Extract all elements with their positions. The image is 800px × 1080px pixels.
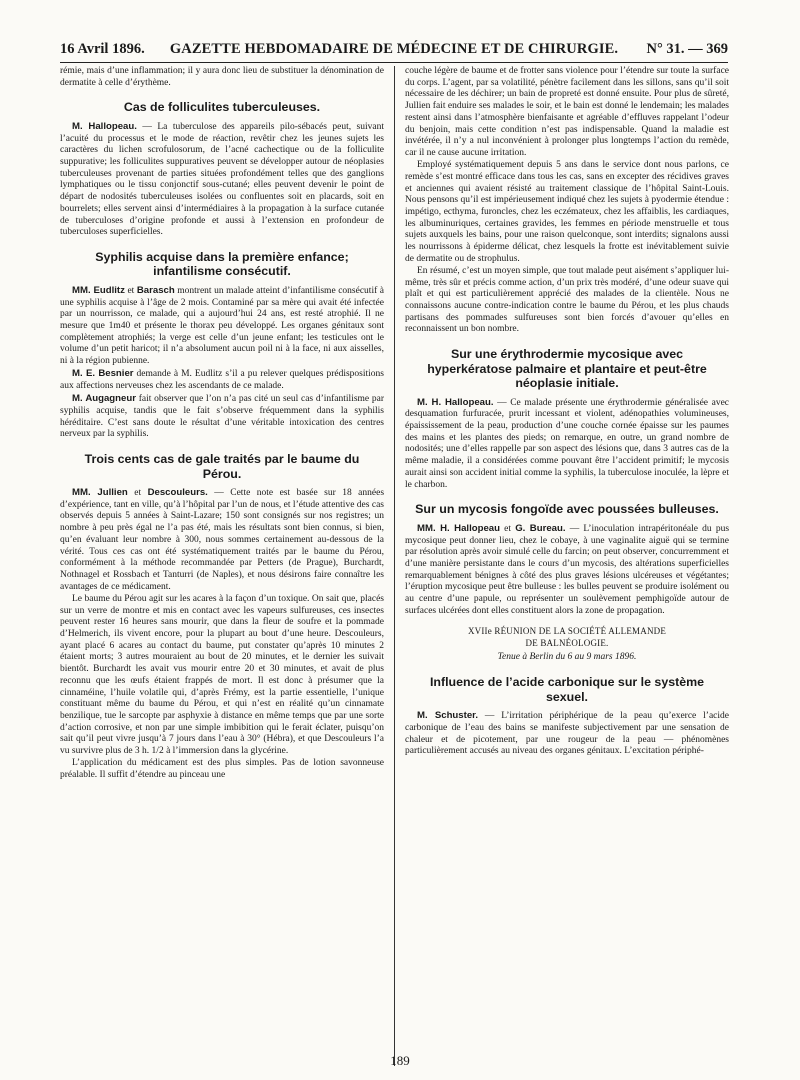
speaker-name: M. E. Besnier bbox=[72, 368, 134, 380]
paragraph bbox=[60, 121, 384, 239]
paragraph-text: fait observer que l’on n’a pas cité un seul cas d’infantilisme par syphilis acquise, tandis que le fait s’observe fréquemment dans la syphilis héréditaire. C’est sans doute le résultat d’une véritable intoxication des centres nerveux par la syphilis. bbox=[60, 394, 384, 440]
meeting-heading bbox=[405, 625, 729, 649]
speaker-name: G. Bureau. bbox=[515, 522, 566, 534]
column-divider bbox=[394, 66, 395, 1066]
speaker-name: M. Augagneur bbox=[72, 393, 136, 405]
header-journal-title: GAZETTE HEBDOMADAIRE DE MÉDECINE ET DE CHIRURGIE. bbox=[169, 41, 619, 57]
conjunction: et bbox=[124, 285, 137, 296]
speaker-name: M. Schuster. bbox=[417, 710, 479, 722]
speaker-name: Barasch bbox=[136, 284, 175, 296]
paragraph-text: — Ce malade présente une érythrodermie généralisée avec desquamation furfuracée, prurit incessant et violent, adénopathies volumineuses, épaississement de la peau, production d’une couche cornée épaisse sur les paumes des mains et les plantes des pieds; on remarque, en outre, un grand nombre de nodosités; une d’elles rappelle par son aspect des lésions que, dans 3 autres cas de la même maladie, il a considérées comme pouvant être l’accident primitif; le mycosis aurait ainsi son accident initial comme la syphilis, la tuberculose inoculée, la lèpre et le charbon. bbox=[405, 397, 729, 490]
right-column bbox=[405, 66, 729, 1076]
paragraph-text: — La tuberculose des appareils pilo-sébacés peut, suivant l’acuité du processus et le mode de réaction, revêtir chez les jeunes sujets les caractères du lichen scrofulosorum, de l’acné cachectique ou de la folliculite suppurative; les folliculites suppuratives peuvent se développer autour de néoplasies tuberculeuses provenant de parties situées profondément telles que des ganglions lymphatiques ou le tissu conjonctif sous-cutané; elles peuvent devenir le point de départ de nodosités tuberculeuses isolées ou confluentes soit en placards, soit en bourrelets; elles servent ainsi d’intermédiaires à la propagation à la surface cutanée de tuberculoses d’origine profonde et aussi à l’extension en profondeur de tuberculoses superficielles. bbox=[60, 121, 384, 238]
speaker-name: Descouleurs. bbox=[147, 487, 208, 499]
paragraph-text: demande à M. Eudlitz s’il a pu relever quelques prédispositions aux affections nerveuses chez les ascendants de ce malade. bbox=[60, 369, 384, 392]
left-column bbox=[60, 66, 384, 1076]
paragraph-text: montrent un malade atteint d’infantilisme consécutif à une syphilis acquise à l’âge de 2 mois. Contaminé par sa mère qui avait été infectée par un nourrisson, ce malade, qui a aujourd’hui 24 ans, est resté atrophié. Il ne mesure que 1m40 et présente le thorax peu développé. Les organes génitaux sont complètement atrophiés; la verge est celle d’un jeune enfant; les testicules ont le volume d’un petit haricot; il n’a absolument aucun poil ni à la face, ni aux aisselles, ni à la région pubienne. bbox=[60, 285, 384, 367]
section-title-gale: Trois cents cas de gale traités par le baume du Pérou. bbox=[84, 452, 360, 481]
paragraph-text: — Cette note est basée sur 18 années d’expérience, tant en ville, qu’à l’hôpital par l’un de nous, et l’étude attentive des cas observés depuis 5 années à Saint-Lazare; 150 sont consignés sur nos registres; un nombre à peu près égal ne l’a pas été, mais les résultats sont bien connus, si bien, qu’en évaluant leur nombre à 300, nous sommes certainement au-dessous de la vérité. Tous ces cas ont été systématiquement traités par le baume du Pérou, conformément à la méthode recommandée par Petters (de Prague), Burchardt, Nothnagel et Rossbach et Tanturri (de Naples), et nous désirons faire connaître les avantages de ce médicament. bbox=[60, 488, 384, 592]
paragraph: En résumé, c’est un moyen simple, que tout malade peut aisément s’appliquer lui-même, très sûr et précis comme action, d’un prix très modéré, d’une odeur suave qui plaît et qui est particulièrement apprécié des malades de la clientèle. Nous ne connaissons aucune contre-indication contre le baume du Pérou, et les plus chauds partisans des pommades sulfureuses sont bien forcés d’avouer qu’elles en reconnaissent un bon nombre. bbox=[405, 265, 729, 335]
section-title-syphilis: Syphilis acquise dans la première enfance; infantilisme consécutif. bbox=[95, 249, 349, 279]
paragraph bbox=[60, 487, 384, 593]
meeting-subtitle: Tenue à Berlin du 6 au 9 mars 1896. bbox=[497, 652, 637, 663]
paragraph: L’application du médicament est des plus simples. Pas de lotion savonneuse préalable. Il suffit d’étendre au pinceau une bbox=[60, 758, 384, 780]
speaker-name: MM. Eudlitz bbox=[72, 284, 125, 296]
conjunction: et bbox=[127, 488, 148, 499]
paragraph-text: — L’irritation périphérique de la peau qu’exerce l’acide carbonique de l’eau des bains se manifeste subjectivement par une sensation de chaleur et de picotement, par une rougeur de la peau — phénomènes particulièrement accusés au niveau des organes génitaux. L’excitation périphé- bbox=[405, 711, 729, 757]
paragraph bbox=[60, 285, 384, 368]
paragraph-text: — L’inoculation intrapéritonéale du pus mycosique peut donner lieu, chez le cobaye, à une vaginalite aiguë qui se termine par résolution après avoir simulé celle du farcin; on peut observer, concurremment et d’une manière persistante dans le cours d’un mycosis, des altérations superficielles remarquablement bénignes à côté des plus graves lésions ulcéreuses et végétantes; l’éruption mycosique peut être bulleuse : les bulles peuvent se produire isolément ou au centre d’une papule, ou représenter un soulèvement pemphigoïde autour de surfaces ulcérées dont elles constituent alors la zone de propagation. bbox=[405, 523, 729, 616]
running-header bbox=[60, 39, 728, 59]
paragraph bbox=[60, 393, 384, 441]
paragraph bbox=[405, 523, 729, 618]
paragraph bbox=[405, 710, 729, 758]
header-issue-page: N° 31. — 369 bbox=[646, 41, 728, 57]
speaker-name: MM. Jullien bbox=[72, 487, 128, 499]
section-title-acide-carbonique: Influence de l’acide carbonique sur le système sexuel. bbox=[429, 675, 705, 704]
meeting-heading-line1: XVIIe RÉUNION DE LA SOCIÉTÉ ALLEMANDE bbox=[467, 626, 667, 637]
header-date: 16 Avril 1896. bbox=[60, 41, 145, 57]
intro-paragraph: rémie, mais d’une inflammation; il y aura donc lieu de substituer la dénomination de dermatite à celle d’érythème. bbox=[60, 66, 384, 88]
page-folio: 189 bbox=[390, 1053, 410, 1068]
meeting-heading-line2: DE BALNÉOLOGIE. bbox=[525, 638, 609, 649]
paragraph: Employé systématiquement depuis 5 ans dans le service dont nous parlons, ce remède s’est montré efficace dans tous les cas, sans en excepter des récidives graves et anciennes qui avaient résisté au traitement classique de l’hôpital Saint-Louis. Nous pensons qu’il est impérieusement indiqué chez les sujets à pyodermie étendue : impétigo, ecthyma, furoncles, chez les eczémateux, chez les affaiblis, les cardiaques, les albuminuriques, certaines gravides, les femmes en période menstruelle et tous sujets auxquels les bains, pour une raison quelconque, sont interdits; signalons aussi les nourrissons à épiderme délicat, chez lesquels la frotte est inévitablement suivie de dermatite ou de strophulus. bbox=[405, 160, 729, 264]
conjunction: et bbox=[500, 523, 516, 534]
speaker-name: M. Hallopeau. bbox=[72, 120, 137, 132]
paragraph: Le baume du Pérou agit sur les acares à la façon d’un toxique. On sait que, placés sur un verre de montre et mis en contact avec les vapeurs sulfureuses, ces insectes peuvent rester 16 heures sans mourir, que dans la fleur de soufre et la pommade d’Helmerich, ils vivent encore, pour la plupart au bout d’une heure. Descouleurs, ayant placé 6 acares au contact du baume, put constater qu’après 10 minutes 2 étaient morts; 3 autres mouraient au bout de 20 minutes, et le dernier les suivait bientôt. Burchardt les avait vus mourir entre 20 et 30 minutes, et avait de plus reconnu que les œufs étaient frappés de mort. Il est donc à présumer que la cinnaméine, l’huile volatile qui, d’après Frémy, est la partie essentielle, l’unique constituant même du baume du Pérou, et qui n’est en réalité qu’un cinnamate benzilique, tue le sarcopte par asphyxie à distance en même temps que par une sorte d’action corrosive, et non par une simple imbibition qui le ferait éclater, puisqu’on sait qu’il peut vivre jusqu’à 7 jours dans l’eau à 30° (Hébra), et que Descouleurs l’a vu survivre plus de 3 h. 1/2 à l’immersion dans la glycérine. bbox=[60, 593, 384, 757]
paragraph bbox=[405, 397, 729, 492]
section-title-mycosis: Sur un mycosis fongoïde avec poussées bulleuses. bbox=[415, 502, 719, 517]
speaker-name: MM. H. Hallopeau bbox=[417, 522, 501, 534]
paragraph bbox=[60, 368, 384, 392]
speaker-name: M. H. Hallopeau. bbox=[417, 396, 494, 408]
header-rule bbox=[60, 62, 728, 63]
section-title-erythrodermie: Sur une érythrodermie mycosique avec hyperkératose palmaire et plantaire et peut-être néoplasie initiale. bbox=[427, 347, 707, 391]
continued-paragraph: couche légère de baume et de frotter sans violence pour l’étendre sur toute la surface du corps. L’agent, par sa volatilité, pénètre facilement dans les sillons, sans qu’il soit nécessaire de les déchirer; un bain de propreté est donné ensuite. Pour plus de sûreté, Jullien fait enduire ses malades le soir, et le bain est donné le lendemain; les malades restent ainsi dans l’atmosphère bienfaisante et agréable d’effluves rappelant l’odeur du benjoin, mais cette condition n’est pas indispensable. Quand la maladie est invétérée, il n’y a nul inconvénient à prolonger plus longtemps l’action du remède, car il ne cause aucune irritation. bbox=[405, 66, 729, 158]
section-title-folliculites: Cas de folliculites tuberculeuses. bbox=[123, 100, 321, 115]
